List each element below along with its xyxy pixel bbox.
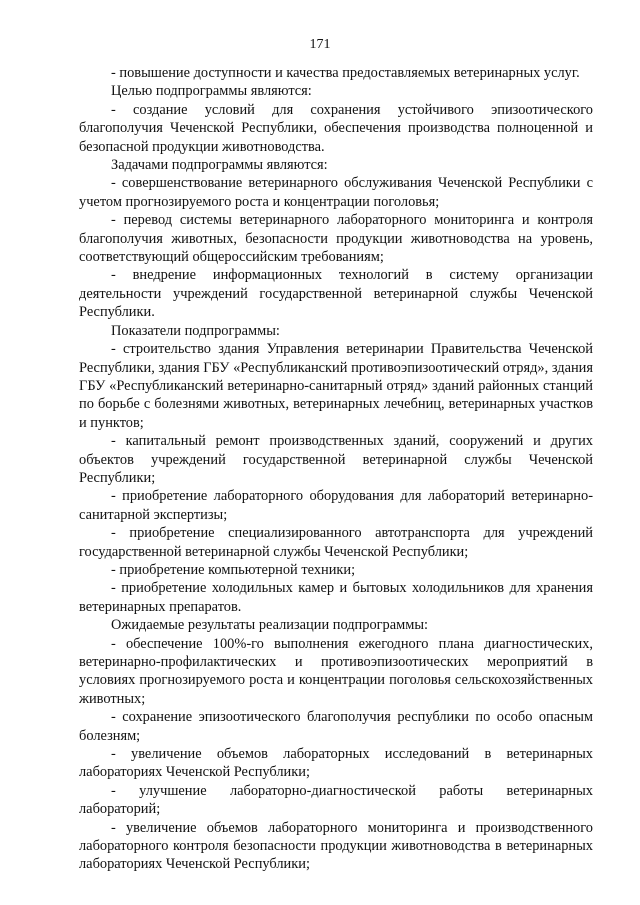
- paragraph: - совершенствование ветеринарного обслуживания Чеченской Республики с учетом прогнозируемого роста и концентрации поголовья;: [79, 175, 593, 210]
- paragraph: - увеличение объемов лабораторных исследований в ветеринарных лабораториях Чеченской Республики;: [79, 746, 593, 781]
- paragraph: Задачами подпрограммы являются:: [111, 157, 328, 174]
- page-number: 171: [309, 37, 331, 52]
- paragraph: Целью подпрограммы являются:: [111, 83, 312, 100]
- paragraph: - строительство здания Управления ветеринарии Правительства Чеченской Республики, здания ГБУ «Республиканский противоэпизоотический отряд», здания ГБУ «Республиканский ветеринарно-санитарный отряд» зданий районных станций по борьбе с болезнями животных, ветеринарных лечебниц, ветеринарных участков и пунктов;: [79, 341, 593, 431]
- paragraph: - увеличение объемов лабораторного мониторинга и производственного лабораторного контроля безопасности продукции животноводства в ветеринарных лабораториях Чеченской Республики;: [79, 819, 593, 873]
- paragraph: - улучшение лабораторно-диагностической работы ветеринарных лабораторий;: [79, 782, 593, 818]
- paragraph: - внедрение информационных технологий в систему организации деятельности учреждений государственной ветеринарной службы Чеченской Республики.: [79, 267, 593, 321]
- paragraph: - капитальный ремонт производственных зданий, сооружений и других объектов учреждений государственной ветеринарной службы Чеченской Республики;: [79, 433, 593, 486]
- paragraph: Показатели подпрограммы:: [111, 322, 280, 339]
- paragraph: - приобретение холодильных камер и бытовых холодильников для хранения ветеринарных препаратов.: [79, 580, 593, 615]
- paragraph: - приобретение лабораторного оборудования для лабораторий ветеринарно-санитарной экспертизы;: [79, 488, 593, 523]
- document-body: [79, 64, 593, 874]
- paragraph: - обеспечение 100%-го выполнения ежегодного плана диагностических, ветеринарно-профилактических и противоэпизоотических мероприятий в условиях прогнозируемого роста и концентрации поголовья сельскохозяйственных животных;: [79, 635, 593, 707]
- paragraph: - создание условий для сохранения устойчивого эпизоотического благополучия Чеченской Республики, обеспечения производства полноценной и безопасной продукции животноводства.: [79, 101, 593, 155]
- paragraph: - приобретение компьютерной техники;: [111, 561, 356, 578]
- paragraph: - перевод системы ветеринарного лабораторного мониторинга и контроля благополучия животных, безопасности продукции животноводства на уровень, соответствующий общероссийским требованиям;: [79, 212, 593, 266]
- paragraph: Ожидаемые результаты реализации подпрограммы:: [111, 617, 429, 634]
- paragraph: - сохранение эпизоотического благополучия республики по особо опасным болезням;: [79, 709, 593, 744]
- paragraph: - приобретение специализированного автотранспорта для учреждений государственной ветеринарной службы Чеченской Республики;: [79, 525, 593, 560]
- paragraph: - повышение доступности и качества предоставляемых ветеринарных услуг.: [111, 65, 580, 81]
